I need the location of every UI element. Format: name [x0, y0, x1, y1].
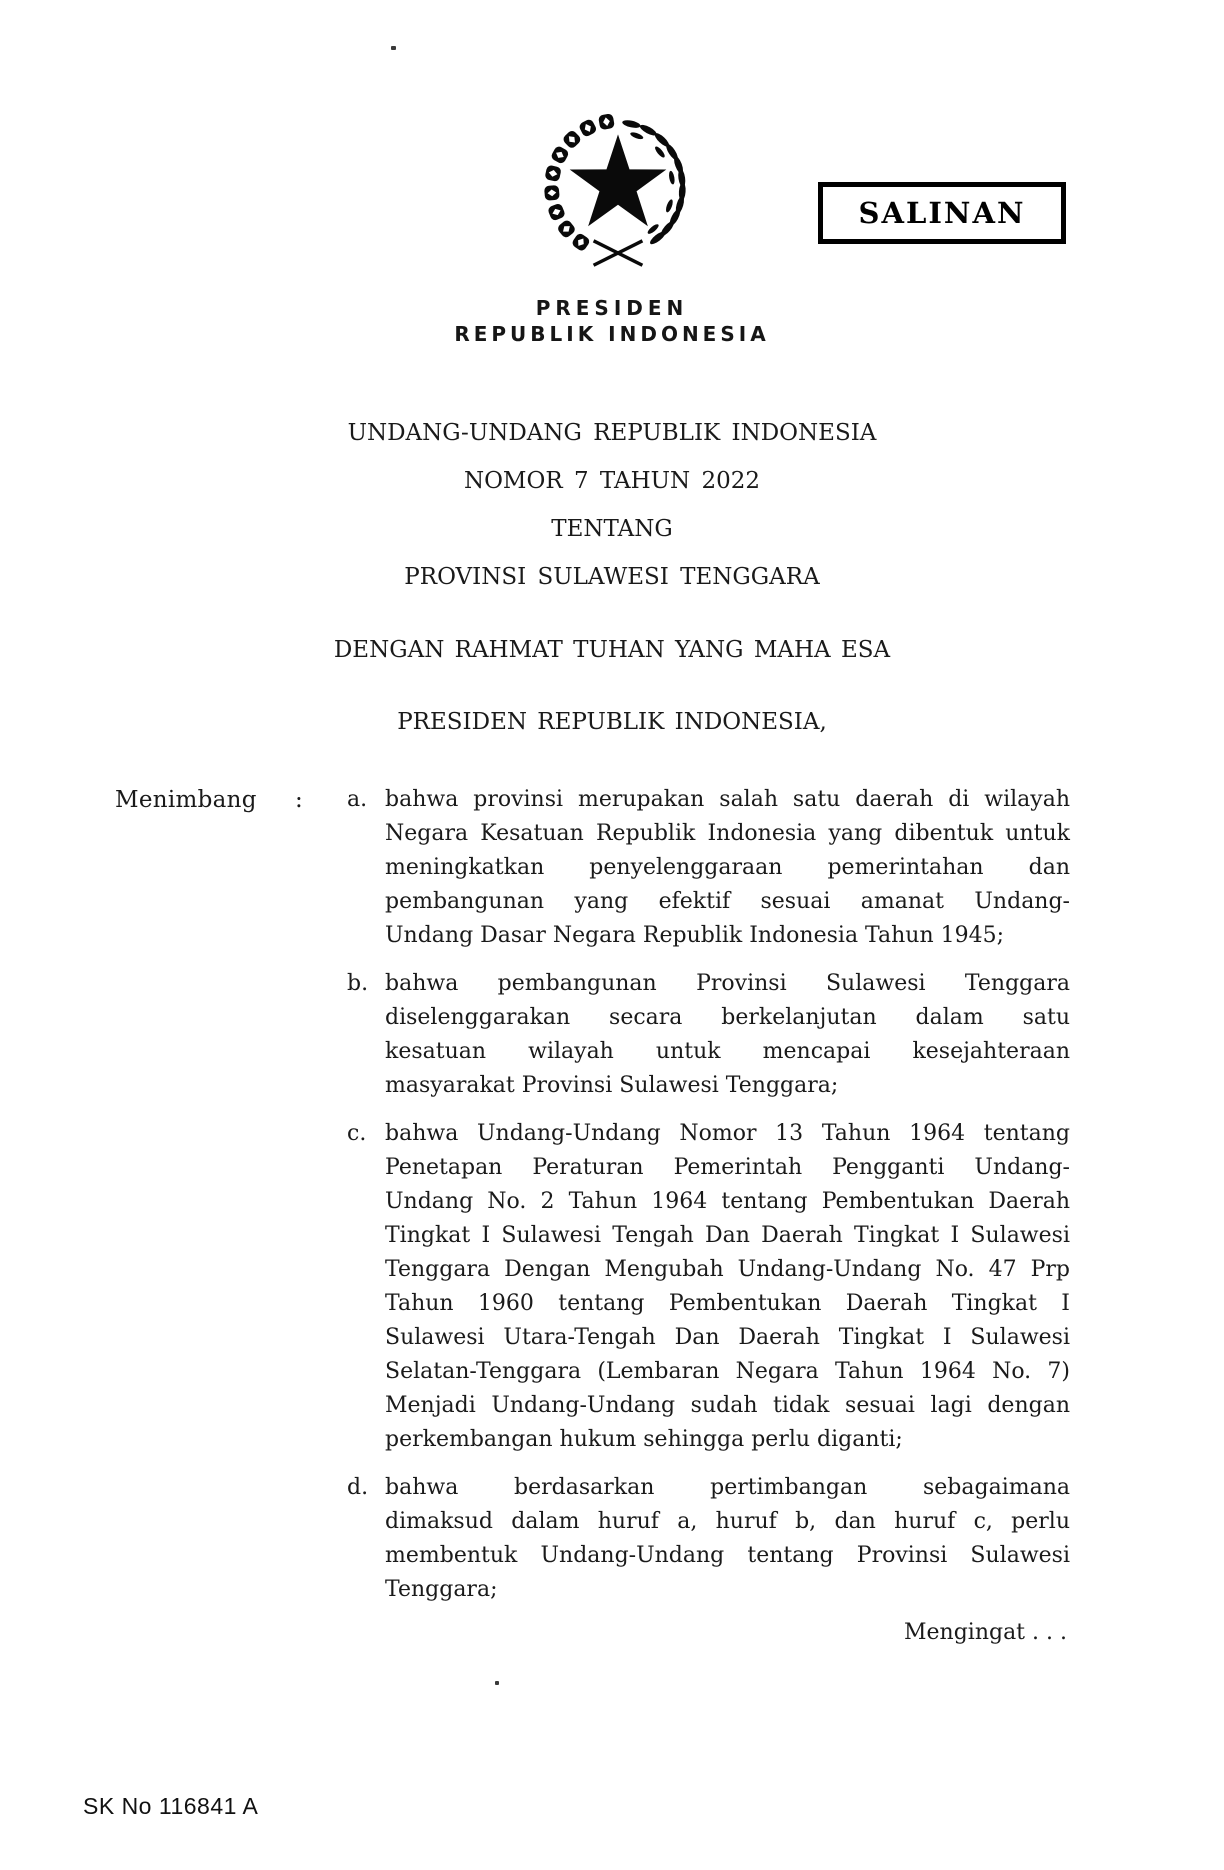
law-title-line-2: NOMOR 7 TAHUN 2022: [463, 468, 761, 494]
issuer-line: PRESIDEN REPUBLIK INDONESIA,: [397, 709, 827, 735]
considering-colon: :: [295, 787, 303, 813]
item-text: [385, 783, 1070, 953]
doc-control-number: SK No 116841 A: [83, 1793, 259, 1819]
item-text: [385, 1471, 1070, 1607]
text-line: bahwa pembangunan Provinsi Sulawesi Tenggara: [385, 971, 1070, 996]
text-line: Undang Dasar Negara Republik Indonesia Tahun 1945;: [385, 923, 1005, 948]
law-title-line-4: PROVINSI SULAWESI TENGGARA: [404, 564, 820, 590]
text-line: bahwa Undang-Undang Nomor 13 Tahun 1964 tentang: [385, 1121, 1070, 1146]
letterhead-presiden: PRESIDEN: [535, 296, 689, 320]
invocation-line: DENGAN RAHMAT TUHAN YANG MAHA ESA: [333, 637, 891, 663]
text-line: masyarakat Provinsi Sulawesi Tenggara;: [385, 1073, 839, 1098]
considering-item-c: [347, 1117, 1070, 1457]
considering-item-d: [347, 1471, 1070, 1607]
text-line: Undang No. 2 Tahun 1964 tentang Pembentukan Daerah: [385, 1189, 1070, 1214]
text-line: diselenggarakan secara berkelanjutan dalam satu: [385, 1005, 1070, 1030]
text-line: kesatuan wilayah untuk mencapai kesejahteraan: [385, 1039, 1070, 1064]
text-line: bahwa berdasarkan pertimbangan sebagaimana: [385, 1475, 1070, 1500]
item-text: [385, 1117, 1070, 1457]
item-letter: a.: [347, 787, 368, 812]
law-title-block: [0, 409, 1224, 601]
text-line: Tingkat I Sulawesi Tengah Dan Daerah Tingkat I Sulawesi: [385, 1223, 1070, 1248]
item-letter: b.: [347, 971, 369, 996]
presidential-star-wreath-seal-icon: [535, 106, 701, 278]
scan-speck-bottom: [495, 1681, 499, 1685]
text-line: dimaksud dalam huruf a, huruf b, dan huruf c, perlu: [385, 1509, 1070, 1534]
salinan-stamp: [818, 182, 1066, 244]
item-letter: c.: [347, 1121, 367, 1146]
text-line: Selatan-Tenggara (Lembaran Negara Tahun 1964 No. 7): [385, 1359, 1070, 1384]
considering-items: [347, 783, 1070, 1621]
considering-item-a: [347, 783, 1070, 953]
considering-item-b: [347, 967, 1070, 1103]
law-title-line-1: UNDANG-UNDANG REPUBLIK INDONESIA: [347, 420, 877, 446]
text-line: Negara Kesatuan Republik Indonesia yang dibentuk untuk: [385, 821, 1070, 846]
text-line: membentuk Undang-Undang tentang Provinsi Sulawesi: [385, 1543, 1070, 1568]
text-line: Penetapan Peraturan Pemerintah Pengganti Undang-: [385, 1155, 1070, 1180]
text-line: Menjadi Undang-Undang sudah tidak sesuai lagi dengan: [385, 1393, 1070, 1418]
text-line: perkembangan hukum sehingga perlu diganti;: [385, 1427, 903, 1452]
item-letter: d.: [347, 1475, 369, 1500]
text-line: Tenggara Dengan Mengubah Undang-Undang No. 47 Prp: [385, 1257, 1070, 1282]
considering-label: Menimbang: [115, 787, 257, 813]
scan-speck-top: [391, 46, 396, 50]
text-line: bahwa provinsi merupakan salah satu daerah di wilayah: [385, 787, 1070, 812]
letterhead-republik-indonesia: REPUBLIK INDONESIA: [454, 322, 770, 346]
text-line: meningkatkan penyelenggaraan pemerintahan dan: [385, 855, 1070, 880]
text-line: pembangunan yang efektif sesuai amanat Undang-: [385, 889, 1070, 914]
text-line: Tenggara;: [385, 1577, 498, 1602]
continuation-catchword: Mengingat . . .: [903, 1620, 1067, 1645]
text-line: Tahun 1960 tentang Pembentukan Daerah Tingkat I: [385, 1291, 1070, 1316]
salinan-stamp-label: SALINAN: [858, 196, 1026, 230]
law-title-line-3: TENTANG: [551, 516, 673, 542]
text-line: Sulawesi Utara-Tengah Dan Daerah Tingkat I Sulawesi: [385, 1325, 1070, 1350]
item-text: [385, 967, 1070, 1103]
